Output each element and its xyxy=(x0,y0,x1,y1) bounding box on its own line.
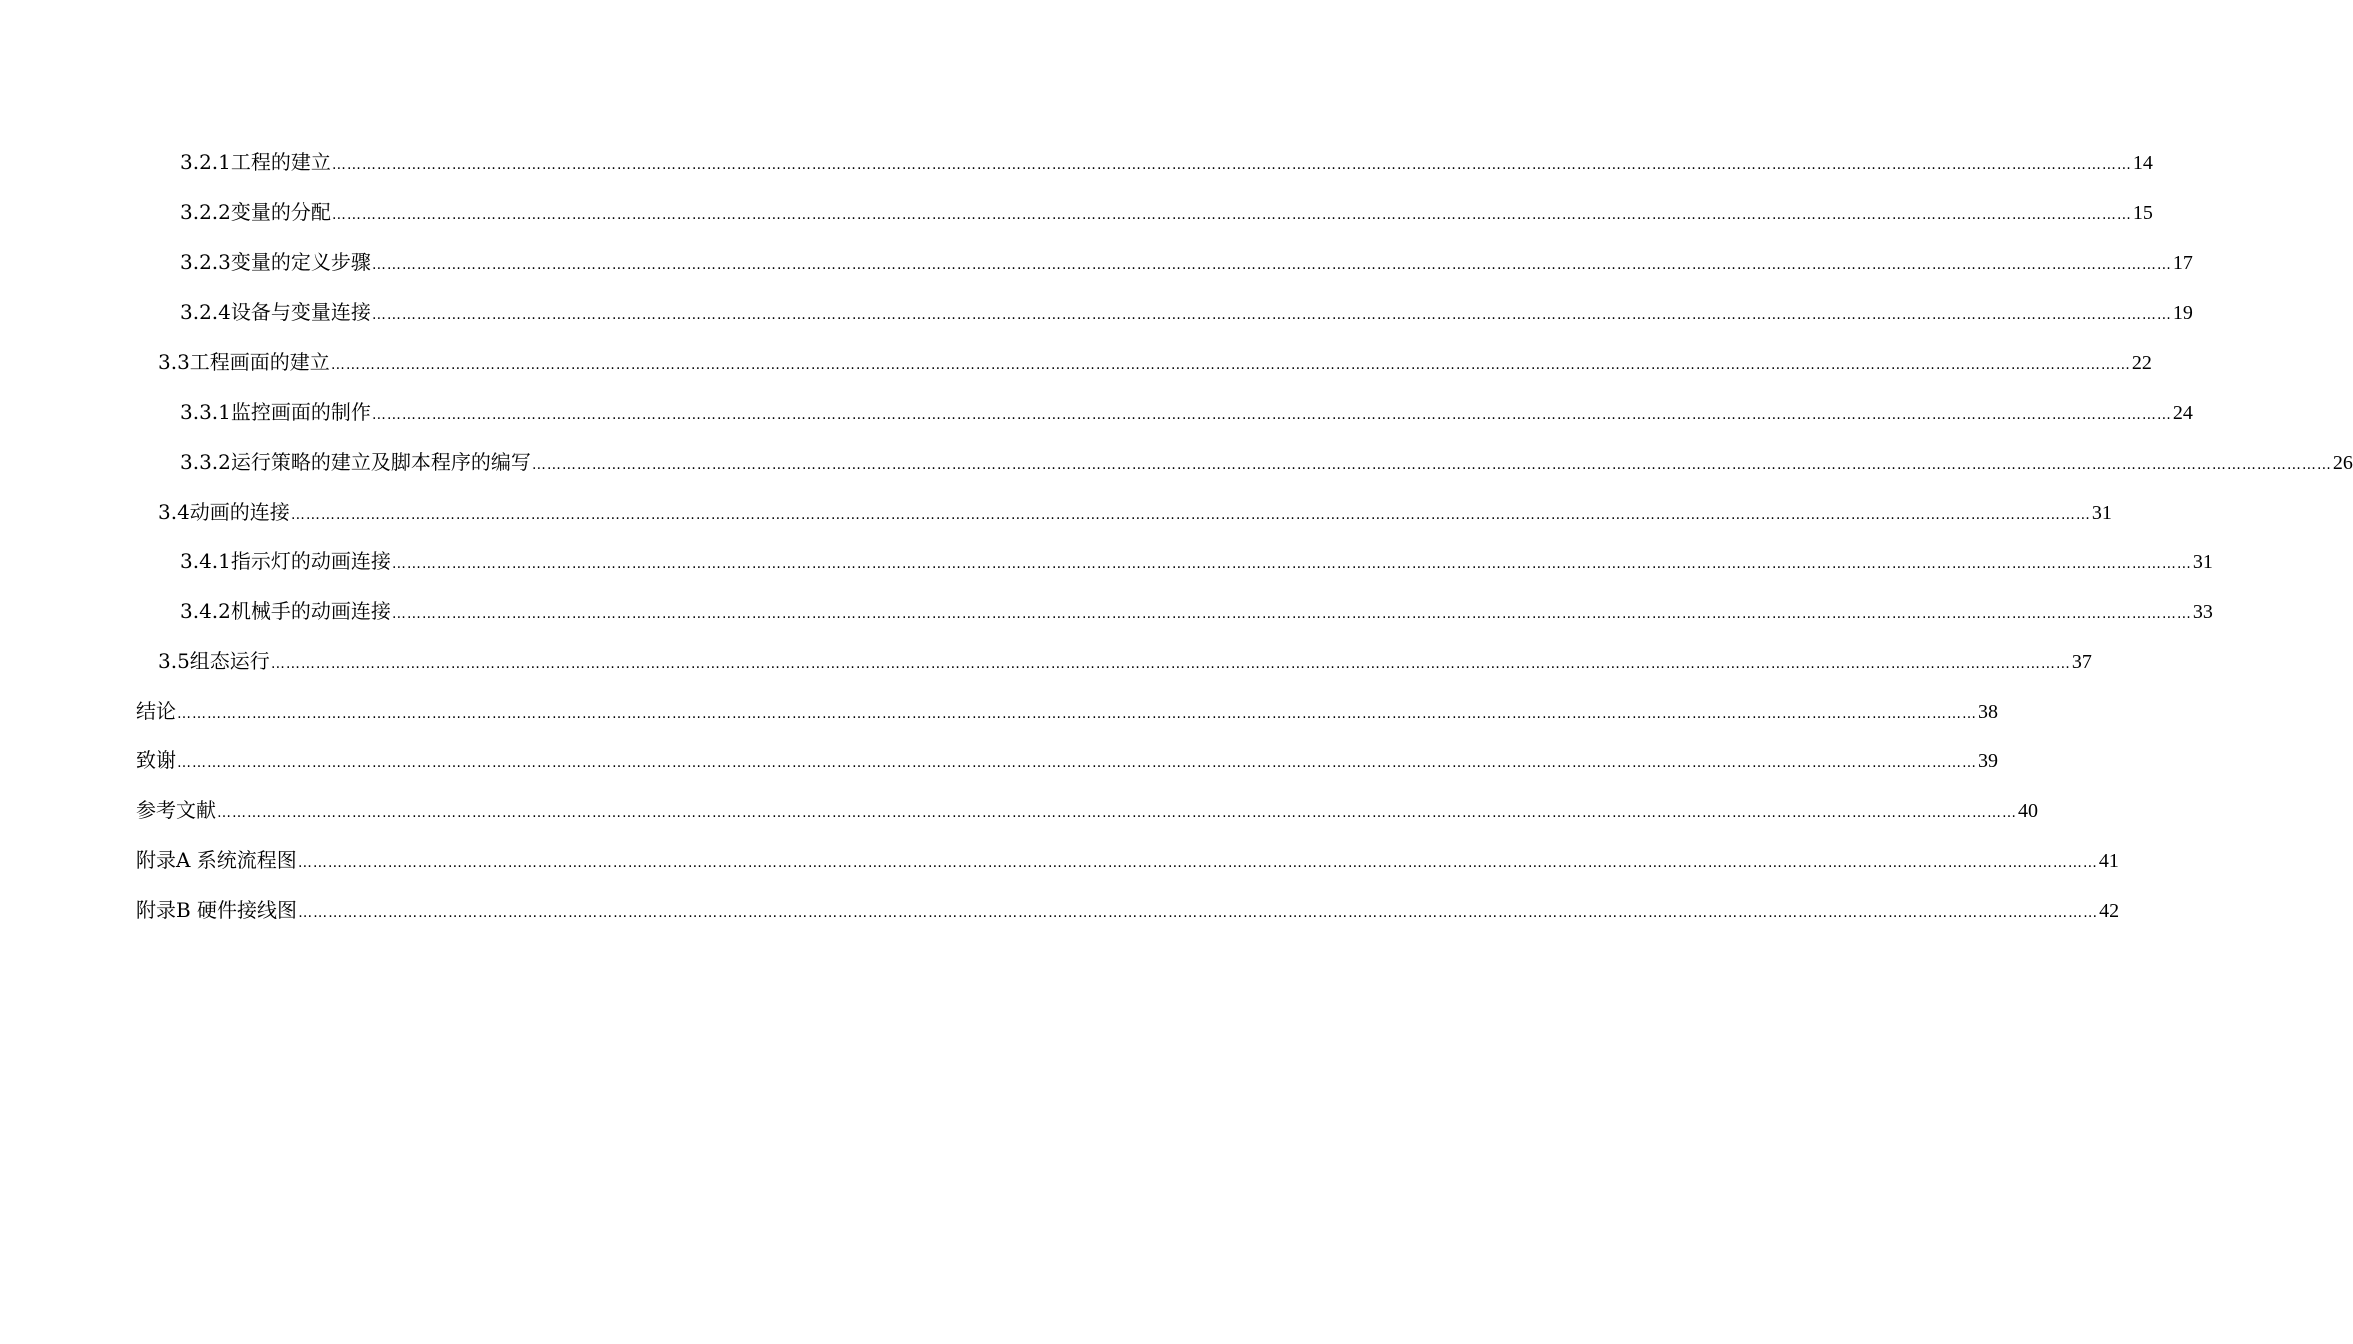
toc-entry[interactable] xyxy=(180,400,2193,424)
toc-dot-leader: ……………………………………………………………………………………………………………………………………………………………………………………………………………………………………………………………………………………………………………………………… xyxy=(371,257,2172,273)
toc-entry-page: 33 xyxy=(2192,601,2213,623)
toc-entry-title: 3.5组态运行 xyxy=(158,649,270,673)
toc-dot-leader: ……………………………………………………………………………………………………………………………………………………………………………………………………………………………………………………………………………………………………………………………… xyxy=(217,805,2017,821)
toc-entry[interactable] xyxy=(136,848,2119,872)
toc-dot-leader: ……………………………………………………………………………………………………………………………………………………………………………………………………………………………………………………………………………………………………………………………… xyxy=(531,457,2332,473)
toc-entry-page: 24 xyxy=(2172,402,2193,424)
toc-entry[interactable] xyxy=(180,599,2213,623)
toc-dot-leader: ……………………………………………………………………………………………………………………………………………………………………………………………………………………………………………………………………………………………………………………………… xyxy=(297,855,2098,871)
toc-entry-title: 3.3.1监控画面的制作 xyxy=(180,400,371,424)
toc-entry-title: 3.4动画的连接 xyxy=(158,500,290,524)
toc-entry-title: 参考文献 xyxy=(136,798,216,822)
toc-entry[interactable] xyxy=(180,200,2153,224)
toc-entry[interactable] xyxy=(136,798,2038,822)
toc-dot-leader: ……………………………………………………………………………………………………………………………………………………………………………………………………………………………………………………………………………………………………………………………… xyxy=(371,407,2172,423)
toc-dot-leader: ……………………………………………………………………………………………………………………………………………………………………………………………………………………………………………………………………………………………………………………………… xyxy=(330,357,2131,373)
toc-entry-page: 39 xyxy=(1978,750,1998,772)
toc-entry-title: 3.4.1指示灯的动画连接 xyxy=(180,549,391,573)
toc-entry-page: 26 xyxy=(2332,452,2353,474)
toc-dot-leader: ……………………………………………………………………………………………………………………………………………………………………………………………………………………………………………………………………………………………………………………………… xyxy=(391,556,2192,572)
toc-dot-leader: ……………………………………………………………………………………………………………………………………………………………………………………………………………………………………………………………………………………………………………………………… xyxy=(391,606,2192,622)
toc-entry-title: 3.2.1工程的建立 xyxy=(180,150,331,174)
toc-entry-page: 37 xyxy=(2071,651,2092,673)
toc-entry-page: 40 xyxy=(2018,800,2038,822)
toc-entry-title: 3.3.2运行策略的建立及脚本程序的编写 xyxy=(180,450,531,474)
toc-dot-leader: ……………………………………………………………………………………………………………………………………………………………………………………………………………………………………………………………………………………………………………………………… xyxy=(270,656,2071,672)
toc-entry-title: 3.3工程画面的建立 xyxy=(158,350,330,374)
toc-dot-leader: ……………………………………………………………………………………………………………………………………………………………………………………………………………………………………………………………………………………………………………………………… xyxy=(331,157,2132,173)
toc-entry[interactable] xyxy=(158,649,2092,673)
toc-entry[interactable] xyxy=(158,500,2112,524)
toc-entry-page: 19 xyxy=(2172,302,2193,324)
toc-entry-title: 3.2.2变量的分配 xyxy=(180,200,331,224)
toc-entry[interactable] xyxy=(136,748,1998,772)
toc-entry-title: 3.2.3变量的定义步骤 xyxy=(180,250,371,274)
toc-dot-leader: ……………………………………………………………………………………………………………………………………………………………………………………………………………………………………………………………………………………………………………………………… xyxy=(290,507,2091,523)
toc-dot-leader: ……………………………………………………………………………………………………………………………………………………………………………………………………………………………………………………………………………………………………………………………… xyxy=(371,307,2172,323)
toc-entry-title: 致谢 xyxy=(136,748,176,772)
toc-entry-page: 22 xyxy=(2131,352,2152,374)
toc-entry-title: 附录B 硬件接线图 xyxy=(136,898,298,922)
toc-entry-page: 15 xyxy=(2132,202,2153,224)
toc-dot-leader: ……………………………………………………………………………………………………………………………………………………………………………………………………………………………………………………………………………………………………………………………… xyxy=(298,905,2099,921)
toc-entry[interactable] xyxy=(136,898,2120,922)
toc-entry-page: 31 xyxy=(2192,551,2213,573)
toc-entry-page: 14 xyxy=(2132,152,2153,174)
toc-entry[interactable] xyxy=(180,150,2153,174)
toc-entry[interactable] xyxy=(180,549,2213,573)
toc-entry[interactable] xyxy=(158,350,2152,374)
toc-entry[interactable] xyxy=(136,699,1998,723)
toc-dot-leader: ……………………………………………………………………………………………………………………………………………………………………………………………………………………………………………………………………………………………………………………………… xyxy=(331,207,2132,223)
toc-dot-leader: ……………………………………………………………………………………………………………………………………………………………………………………………………………………………………………………………………………………………………………………………… xyxy=(177,706,1977,722)
toc-entry-page: 17 xyxy=(2172,252,2193,274)
toc-entry-title: 3.4.2机械手的动画连接 xyxy=(180,599,391,623)
toc-entry-page: 42 xyxy=(2099,900,2120,922)
toc-entry[interactable] xyxy=(180,300,2193,324)
toc-entry-page: 38 xyxy=(1978,701,1998,723)
toc-entry-page: 31 xyxy=(2091,502,2112,524)
toc-entry[interactable] xyxy=(180,250,2193,274)
toc-entry-title: 附录A 系统流程图 xyxy=(136,848,297,872)
toc-entry-title: 结论 xyxy=(136,699,176,723)
toc-entry[interactable] xyxy=(180,450,2353,474)
toc-entry-title: 3.2.4设备与变量连接 xyxy=(180,300,371,324)
toc-dot-leader: ……………………………………………………………………………………………………………………………………………………………………………………………………………………………………………………………………………………………………………………………… xyxy=(177,755,1977,771)
toc-entry-page: 41 xyxy=(2098,850,2119,872)
